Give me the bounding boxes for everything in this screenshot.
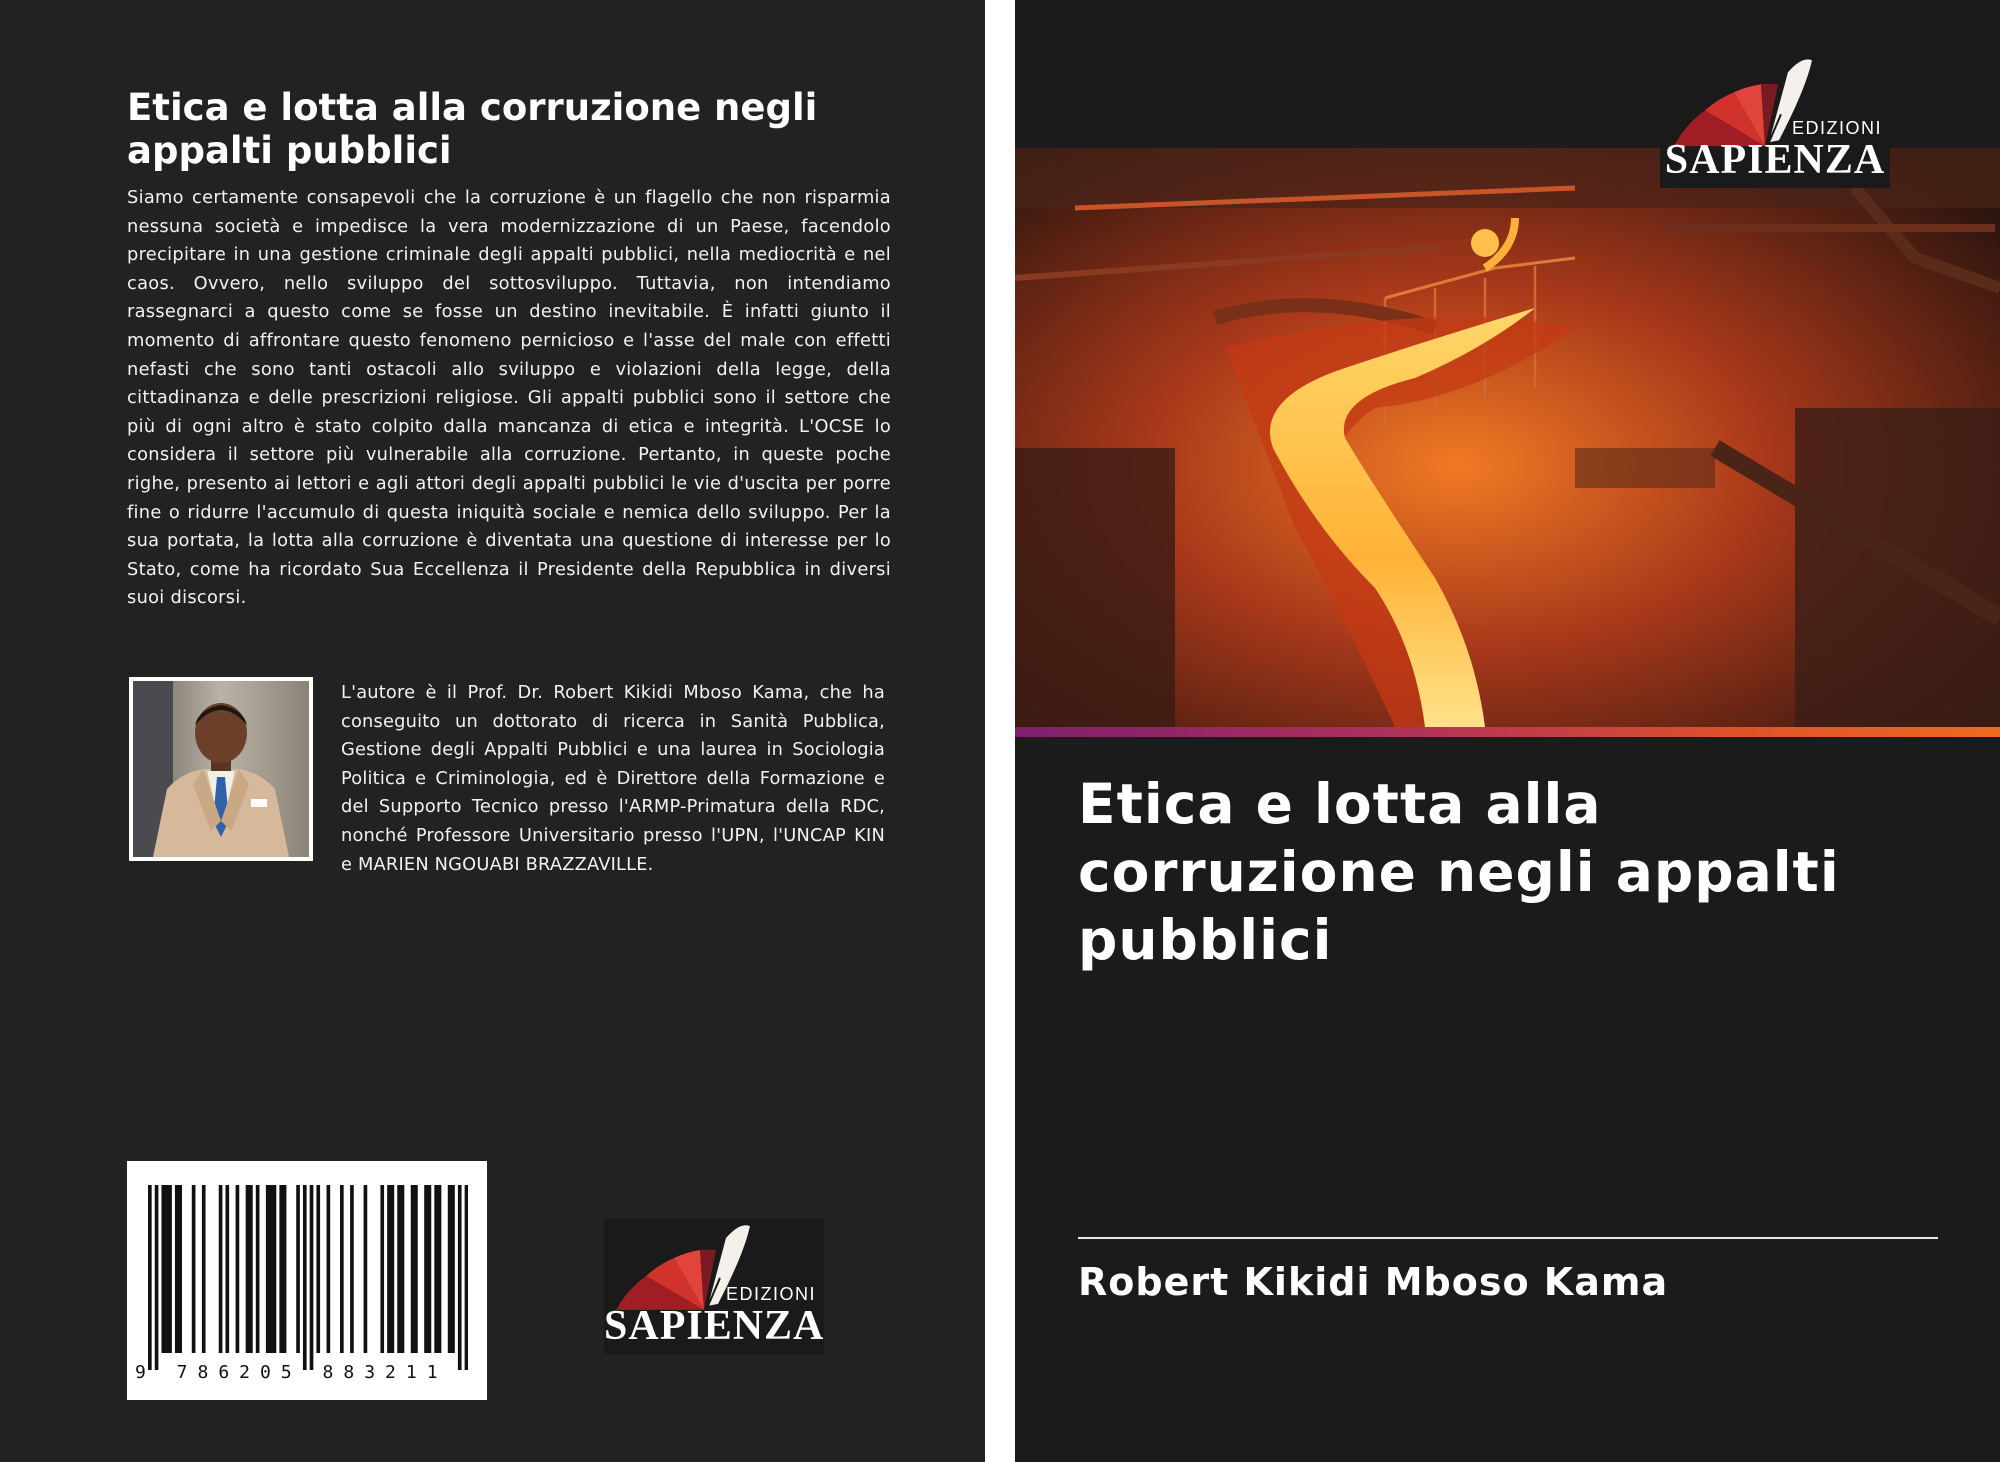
- barcode-bar: [165, 1185, 169, 1353]
- barcode-bar: [465, 1185, 468, 1370]
- barcode-bar: [266, 1185, 270, 1353]
- barcode-bar: [175, 1185, 179, 1353]
- barcode-digits: 9 786205 883211: [135, 1362, 448, 1383]
- barcode-bar: [387, 1185, 391, 1353]
- barcode-bar: [448, 1185, 452, 1353]
- back-cover-blurb: Siamo certamente consapevoli che la corruzione è un flagello che non risparmia nessuna società e impedisce la vera modernizzazione di un Paese, facendolo precipitare in una gestione criminale degli appalti pubblici, nella mediocrità e nel caos. Ovvero, nello sviluppo del sottosviluppo. Tuttavia, non intendiamo rassegnarci a questo come se fosse un destino inevitabile. È infatti giunto il momento di affrontare questo fenomeno pernicioso e l'asse del male con effetti nefasti che sono tanti ostacoli allo sviluppo e violazioni della legge, della cittadinanza e delle prescrizioni religiose. Gli appalti pubblici sono il settore che più di ogni altro è stato colpito dalla mancanza di etica e integrità. L'OCSE lo considera il settore più vulnerabile alla corruzione. Pertanto, in queste poche righe, presento ai lettori e agli attori degli appalti pubblici le vie d'uscita per porre fine o ridurre l'accumulo di questa iniquità sociale e nemica dello sviluppo. Per la sua portata, la lotta alla corruzione è diventata una questione di interesse per lo Stato, come ha ricordato Sua Eccellenza il Presidente della Repubblica in diversi suoi discorsi.: [127, 187, 891, 609]
- logo-sapienza-text: SAPIENZA: [1664, 137, 1886, 183]
- barcode-bar: [178, 1185, 182, 1353]
- barcode-bar: [273, 1185, 277, 1353]
- barcode-bar: [303, 1185, 307, 1370]
- barcode-bar: [428, 1185, 432, 1353]
- barcode-bar: [438, 1185, 442, 1353]
- author-bio: L'autore è il Prof. Dr. Robert Kikidi Mboso Kama, che ha conseguito un dottorato di ricerca in Sanità Pubblica, Gestione degli Appalti Pubblici e una laurea in Sociologia Politica e Criminologia, ed è Direttore della Formazione e del Supporto Tecnico presso l'ARMP-Primatura della RDC, nonché Professore Universitario presso l'UPN, l'UNCAP KIN e MARIEN NGOUABI BRAZZAVILLE.: [341, 682, 885, 875]
- author-photo-frame: [129, 677, 313, 861]
- logo-edizioni-text: EDIZIONI: [1791, 118, 1882, 138]
- barcode-bar: [411, 1185, 415, 1353]
- barcode-bar: [350, 1185, 354, 1353]
- barcode-bar: [296, 1185, 300, 1353]
- barcode-bar: [364, 1185, 368, 1353]
- front-cover-author: Robert Kikidi Mboso Kama: [1078, 1260, 1669, 1304]
- barcode-bar: [192, 1185, 196, 1353]
- front-cover-title: Etica e lotta alla corruzione negli appalti pubblici: [1078, 772, 1840, 972]
- barcode-bar: [380, 1185, 384, 1353]
- author-portrait-photo: [133, 681, 309, 857]
- barcode-bar: [401, 1185, 405, 1353]
- publisher-logo-back: [604, 1218, 824, 1354]
- barcode-bar: [279, 1185, 283, 1353]
- barcode-bar: [246, 1185, 250, 1353]
- barcode-bar: [283, 1185, 287, 1353]
- barcode-bar: [458, 1185, 462, 1370]
- barcode-bar: [451, 1185, 455, 1353]
- barcode-bar: [249, 1185, 253, 1353]
- barcode-bar: [414, 1185, 418, 1353]
- barcode-bar: [236, 1185, 240, 1353]
- barcode-bar: [327, 1185, 331, 1353]
- barcode-bars: [148, 1185, 468, 1370]
- barcode-bar: [155, 1185, 159, 1370]
- barcode-bar: [316, 1185, 320, 1353]
- cover-accent-strip: [1015, 727, 2000, 737]
- barcode-bar: [161, 1185, 165, 1353]
- barcode-bar: [434, 1185, 438, 1353]
- publisher-logo-front: [1660, 54, 1890, 188]
- barcode-bar: [397, 1185, 401, 1353]
- barcode-bar: [168, 1185, 172, 1353]
- logo-sapienza-text: SAPIENZA: [604, 1303, 825, 1349]
- barcode-bar: [256, 1185, 260, 1353]
- isbn-barcode: [127, 1161, 487, 1400]
- barcode-bar: [225, 1185, 229, 1353]
- logo-edizioni-text: EDIZIONI: [725, 1284, 816, 1304]
- barcode-bar: [219, 1185, 223, 1353]
- barcode-bar: [148, 1185, 152, 1370]
- barcode-bar: [310, 1185, 314, 1370]
- barcode-bar: [424, 1185, 428, 1353]
- barcode-bar: [340, 1185, 344, 1353]
- molten-metal-foundry-photo: [1015, 148, 2000, 727]
- barcode-bar: [269, 1185, 273, 1353]
- barcode-bar: [391, 1185, 395, 1353]
- back-cover-title: Etica e lotta alla corruzione negli appalti pubblici: [127, 86, 818, 172]
- front-cover-divider: [1078, 1237, 1938, 1239]
- barcode-bar: [202, 1185, 206, 1353]
